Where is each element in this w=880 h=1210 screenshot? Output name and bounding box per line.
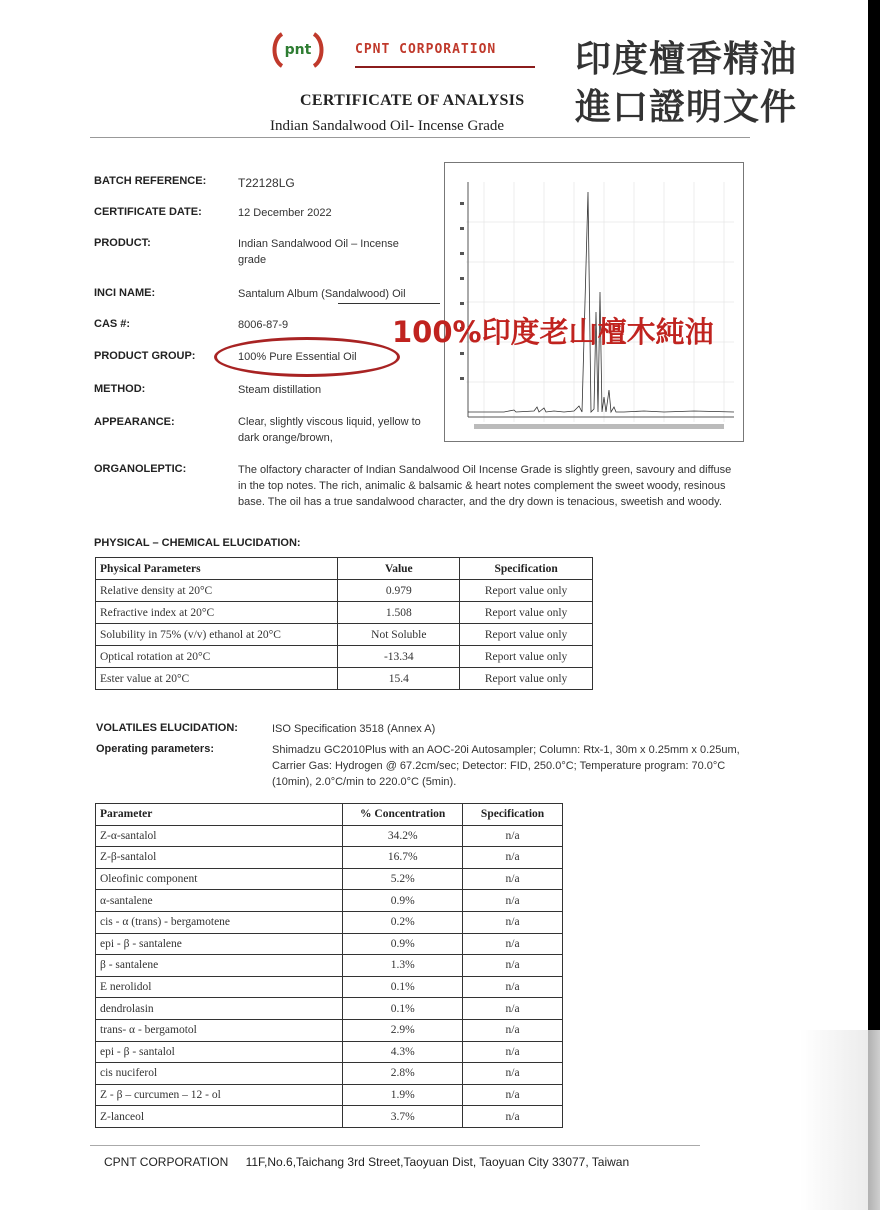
gc-table <box>95 803 563 1128</box>
spec-cell: n/a <box>463 955 563 977</box>
info-value: Indian Sandalwood Oil – Incense grade <box>238 238 399 266</box>
param-cell: Optical rotation at 20°C <box>96 646 338 668</box>
logo-text: pnt <box>284 42 312 58</box>
info-label: PRODUCT: <box>94 237 151 249</box>
info-label: CERTIFICATE DATE: <box>94 206 202 218</box>
operating-value: Shimadzu GC2010Plus with an AOC-20i Autosampler; Column: Rtx-1, 30m x 0.25mm x 0.25um, Carrier Gas: Hydrogen @ 67.2cm/sec; Detector: FID, 250.0°C; Temperature program: 70.0°C (10min), 2.0°C/min to 220.0°C (5min). <box>272 744 740 788</box>
param-cell: α-santalene <box>96 890 343 912</box>
param-cell: epi - β - santalol <box>96 1041 343 1063</box>
spec-cell: n/a <box>463 1019 563 1041</box>
annotation-text: 100%印度老山檀木純油 <box>392 315 714 349</box>
table-row <box>96 1084 563 1106</box>
header-divider <box>90 137 750 138</box>
table-row <box>96 602 593 624</box>
spec-cell: Report value only <box>460 668 593 690</box>
value-cell: 0.979 <box>338 580 460 602</box>
param-cell: Z - β – curcumen – 12 - ol <box>96 1084 343 1106</box>
concentration-cell: 34.2% <box>343 825 463 847</box>
spec-cell: n/a <box>463 1063 563 1085</box>
param-cell: Solubility in 75% (v/v) ethanol at 20°C <box>96 624 338 646</box>
volatiles-value: ISO Specification 3518 (Annex A) <box>272 723 436 735</box>
concentration-cell: 4.3% <box>343 1041 463 1063</box>
param-cell: Z-α-santalol <box>96 825 343 847</box>
column-header: Parameter <box>96 804 343 826</box>
spec-cell: n/a <box>463 976 563 998</box>
spec-cell: n/a <box>463 911 563 933</box>
param-cell: cis nuciferol <box>96 1063 343 1085</box>
spec-cell: n/a <box>463 998 563 1020</box>
concentration-cell: 0.1% <box>343 976 463 998</box>
chinese-title <box>575 36 797 132</box>
chinese-title-line1: 印度檀香精油 <box>575 39 798 80</box>
column-header: % Concentration <box>343 804 463 826</box>
concentration-cell: 3.7% <box>343 1106 463 1128</box>
param-cell: trans- α - bergamotol <box>96 1019 343 1041</box>
spec-cell: n/a <box>463 933 563 955</box>
certificate-title: CERTIFICATE OF ANALYSIS <box>300 92 525 109</box>
chromatogram-image <box>444 162 744 442</box>
table-row <box>96 1063 563 1085</box>
param-cell: Refractive index at 20°C <box>96 602 338 624</box>
param-cell: Ester value at 20°C <box>96 668 338 690</box>
table-row <box>96 911 563 933</box>
column-header: Value <box>338 558 460 580</box>
info-value: 100% Pure Essential Oil <box>238 351 357 363</box>
value-cell: 1.508 <box>338 602 460 624</box>
spec-cell: Report value only <box>460 624 593 646</box>
table-row <box>96 825 563 847</box>
highlight-ellipse <box>214 337 400 377</box>
table-row <box>96 1106 563 1128</box>
spec-cell: n/a <box>463 847 563 869</box>
info-value: 8006-87-9 <box>238 319 289 331</box>
chinese-title-line2: 進口證明文件 <box>575 87 798 128</box>
volatiles-label: VOLATILES ELUCIDATION: <box>96 722 238 734</box>
operating-label: Operating parameters: <box>96 743 214 755</box>
spec-cell: n/a <box>463 1041 563 1063</box>
info-label: BATCH REFERENCE: <box>94 175 207 187</box>
concentration-cell: 0.1% <box>343 998 463 1020</box>
physical-heading: PHYSICAL – CHEMICAL ELUCIDATION: <box>94 537 301 549</box>
footer-address: 11F,No.6,Taichang 3rd Street,Taoyuan Dist, Taoyuan City 33077, Taiwan <box>245 1155 630 1169</box>
column-header: Physical Parameters <box>96 558 338 580</box>
concentration-cell: 16.7% <box>343 847 463 869</box>
table-row <box>96 668 593 690</box>
table-row <box>96 580 593 602</box>
param-cell: Relative density at 20°C <box>96 580 338 602</box>
param-cell: dendrolasin <box>96 998 343 1020</box>
info-value: Clear, slightly viscous liquid, yellow to dark orange/brown, <box>238 416 421 444</box>
column-header: Specification <box>463 804 563 826</box>
concentration-cell: 2.8% <box>343 1063 463 1085</box>
physical-table <box>95 557 593 690</box>
info-label: APPEARANCE: <box>94 416 175 428</box>
column-header: Specification <box>460 558 593 580</box>
concentration-cell: 2.9% <box>343 1019 463 1041</box>
organoleptic-label: ORGANOLEPTIC: <box>94 463 187 475</box>
table-row <box>96 890 563 912</box>
param-cell: epi - β - santalene <box>96 933 343 955</box>
info-value: Steam distillation <box>238 384 322 396</box>
certificate-subtitle: Indian Sandalwood Oil- Incense Grade <box>270 118 505 134</box>
info-value: 12 December 2022 <box>238 207 332 219</box>
spec-cell: n/a <box>463 1106 563 1128</box>
concentration-cell: 1.9% <box>343 1084 463 1106</box>
table-row <box>96 1019 563 1041</box>
spec-cell: Report value only <box>460 646 593 668</box>
param-cell: Oleofinic component <box>96 868 343 890</box>
table-row <box>96 646 593 668</box>
concentration-cell: 0.9% <box>343 933 463 955</box>
value-cell: 15.4 <box>338 668 460 690</box>
info-label: INCI NAME: <box>94 287 156 299</box>
table-header-row <box>96 558 593 580</box>
table-row <box>96 976 563 998</box>
concentration-cell: 5.2% <box>343 868 463 890</box>
concentration-cell: 0.2% <box>343 911 463 933</box>
right-edge-bar <box>868 0 880 1210</box>
param-cell: Z-β-santalol <box>96 847 343 869</box>
info-value: Santalum Album (Sandalwood) Oil <box>238 288 406 300</box>
table-row <box>96 955 563 977</box>
table-row <box>96 933 563 955</box>
company-banner: CPNT CORPORATION <box>355 42 497 57</box>
info-label: CAS #: <box>94 318 131 330</box>
spec-cell: Report value only <box>460 580 593 602</box>
param-cell: E nerolidol <box>96 976 343 998</box>
param-cell: Z-lanceol <box>96 1106 343 1128</box>
value-cell: Not Soluble <box>338 624 460 646</box>
value-cell: -13.34 <box>338 646 460 668</box>
table-row <box>96 624 593 646</box>
info-value: T22128LG <box>238 176 295 190</box>
spec-cell: n/a <box>463 1084 563 1106</box>
organoleptic-text: The olfactory character of Indian Sandalwood Oil Incense Grade is slightly green, savoury and diffuse in the top notes. The rich, animalic & balsamic & heart notes complement the sweet woody, resinous base. The oil has a true sandalwood character, and the dry down is tenacious, sweetish and woody. <box>238 464 732 508</box>
table-row <box>96 868 563 890</box>
spec-cell: n/a <box>463 825 563 847</box>
info-label: METHOD: <box>94 383 146 395</box>
banner-underline <box>355 66 535 68</box>
table-row <box>96 847 563 869</box>
param-cell: β - santalene <box>96 955 343 977</box>
info-label: PRODUCT GROUP: <box>94 350 196 362</box>
page-shadow <box>800 1030 880 1210</box>
footer <box>104 1155 629 1169</box>
spec-cell: Report value only <box>460 602 593 624</box>
table-header-row <box>96 804 563 826</box>
spec-cell: n/a <box>463 868 563 890</box>
concentration-cell: 1.3% <box>343 955 463 977</box>
inci-underline <box>338 303 440 304</box>
table-row <box>96 1041 563 1063</box>
table-row <box>96 998 563 1020</box>
footer-divider <box>90 1145 700 1146</box>
spec-cell: n/a <box>463 890 563 912</box>
cpnt-logo <box>270 30 326 70</box>
footer-company: CPNT CORPORATION <box>104 1155 229 1169</box>
concentration-cell: 0.9% <box>343 890 463 912</box>
param-cell: cis - α (trans) - bergamotene <box>96 911 343 933</box>
